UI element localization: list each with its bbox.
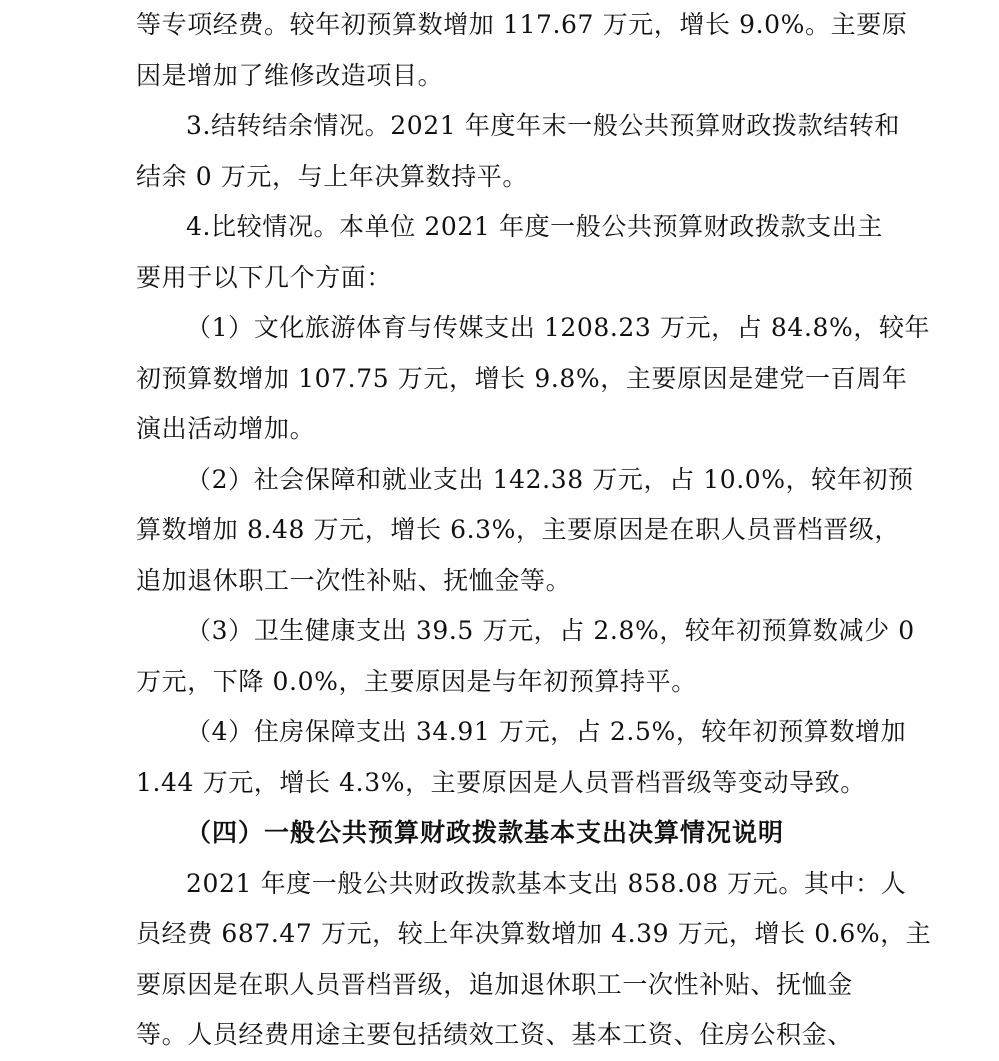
text-line: 2021 年度一般公共财政拨款基本支出 858.08 万元。其中：人 xyxy=(186,868,907,898)
text-line: 等专项经费。较年初预算数增加 117.67 万元，增长 9.0%。主要原 xyxy=(136,10,908,39)
paragraph-health-expense xyxy=(136,606,915,707)
text-line: 1.44 万元，增长 4.3%，主要原因是人员晋档晋级等变动导致。 xyxy=(136,767,866,797)
paragraph-comparison xyxy=(136,202,883,303)
text-line: 4.比较情况。本单位 2021 年度一般公共预算财政拨款支出主 xyxy=(186,212,883,241)
text-line: 初预算数增加 107.75 万元，增长 9.8%，主要原因是建党一百周年 xyxy=(136,363,908,393)
heading-line: （四）一般公共预算财政拨款基本支出决算情况说明 xyxy=(186,818,785,847)
document-page xyxy=(136,0,932,1061)
text-line: （2）社会保障和就业支出 142.38 万元，占 10.0%，较年初预 xyxy=(186,464,914,494)
text-line: 要用于以下几个方面： xyxy=(136,262,393,292)
text-line: 结余 0 万元，与上年决算数持平。 xyxy=(136,161,529,191)
paragraph-basic-expense xyxy=(136,859,932,1061)
paragraph-housing-expense xyxy=(136,707,907,808)
text-line: 演出活动增加。 xyxy=(136,414,316,443)
text-line: 要原因是在职人员晋档晋级，追加退休职工一次性补贴、抚恤金 xyxy=(136,969,853,999)
text-line: 员经费 687.47 万元，较上年决算数增加 4.39 万元，增长 0.6%，主 xyxy=(136,919,932,948)
paragraph-culture-expense xyxy=(136,303,931,455)
text-line: 算数增加 8.48 万元，增长 6.3%，主要原因是在职人员晋档晋级， xyxy=(136,515,901,544)
text-line: 因是增加了维修改造项目。 xyxy=(136,60,444,90)
text-line: 万元，下降 0.0%，主要原因是与年初预算持平。 xyxy=(136,666,697,696)
text-line: 3.结转结余情况。2021 年度年末一般公共预算财政拨款结转和 xyxy=(186,111,901,140)
paragraph-carryover xyxy=(136,101,901,202)
text-line: （4）住房保障支出 34.91 万元，占 2.5%，较年初预算数增加 xyxy=(186,717,907,746)
paragraph-special-funds xyxy=(136,0,908,101)
text-line: （1）文化旅游体育与传媒支出 1208.23 万元，占 84.8%，较年 xyxy=(186,313,931,342)
text-line: 追加退休职工一次性补贴、抚恤金等。 xyxy=(136,565,572,595)
text-line: 等。人员经费用途主要包括绩效工资、基本工资、住房公积金、 xyxy=(136,1020,853,1049)
text-line: （3）卫生健康支出 39.5 万元，占 2.8%，较年初预算数减少 0 xyxy=(186,616,915,645)
section-heading xyxy=(136,808,876,859)
paragraph-social-security-expense xyxy=(136,455,914,607)
